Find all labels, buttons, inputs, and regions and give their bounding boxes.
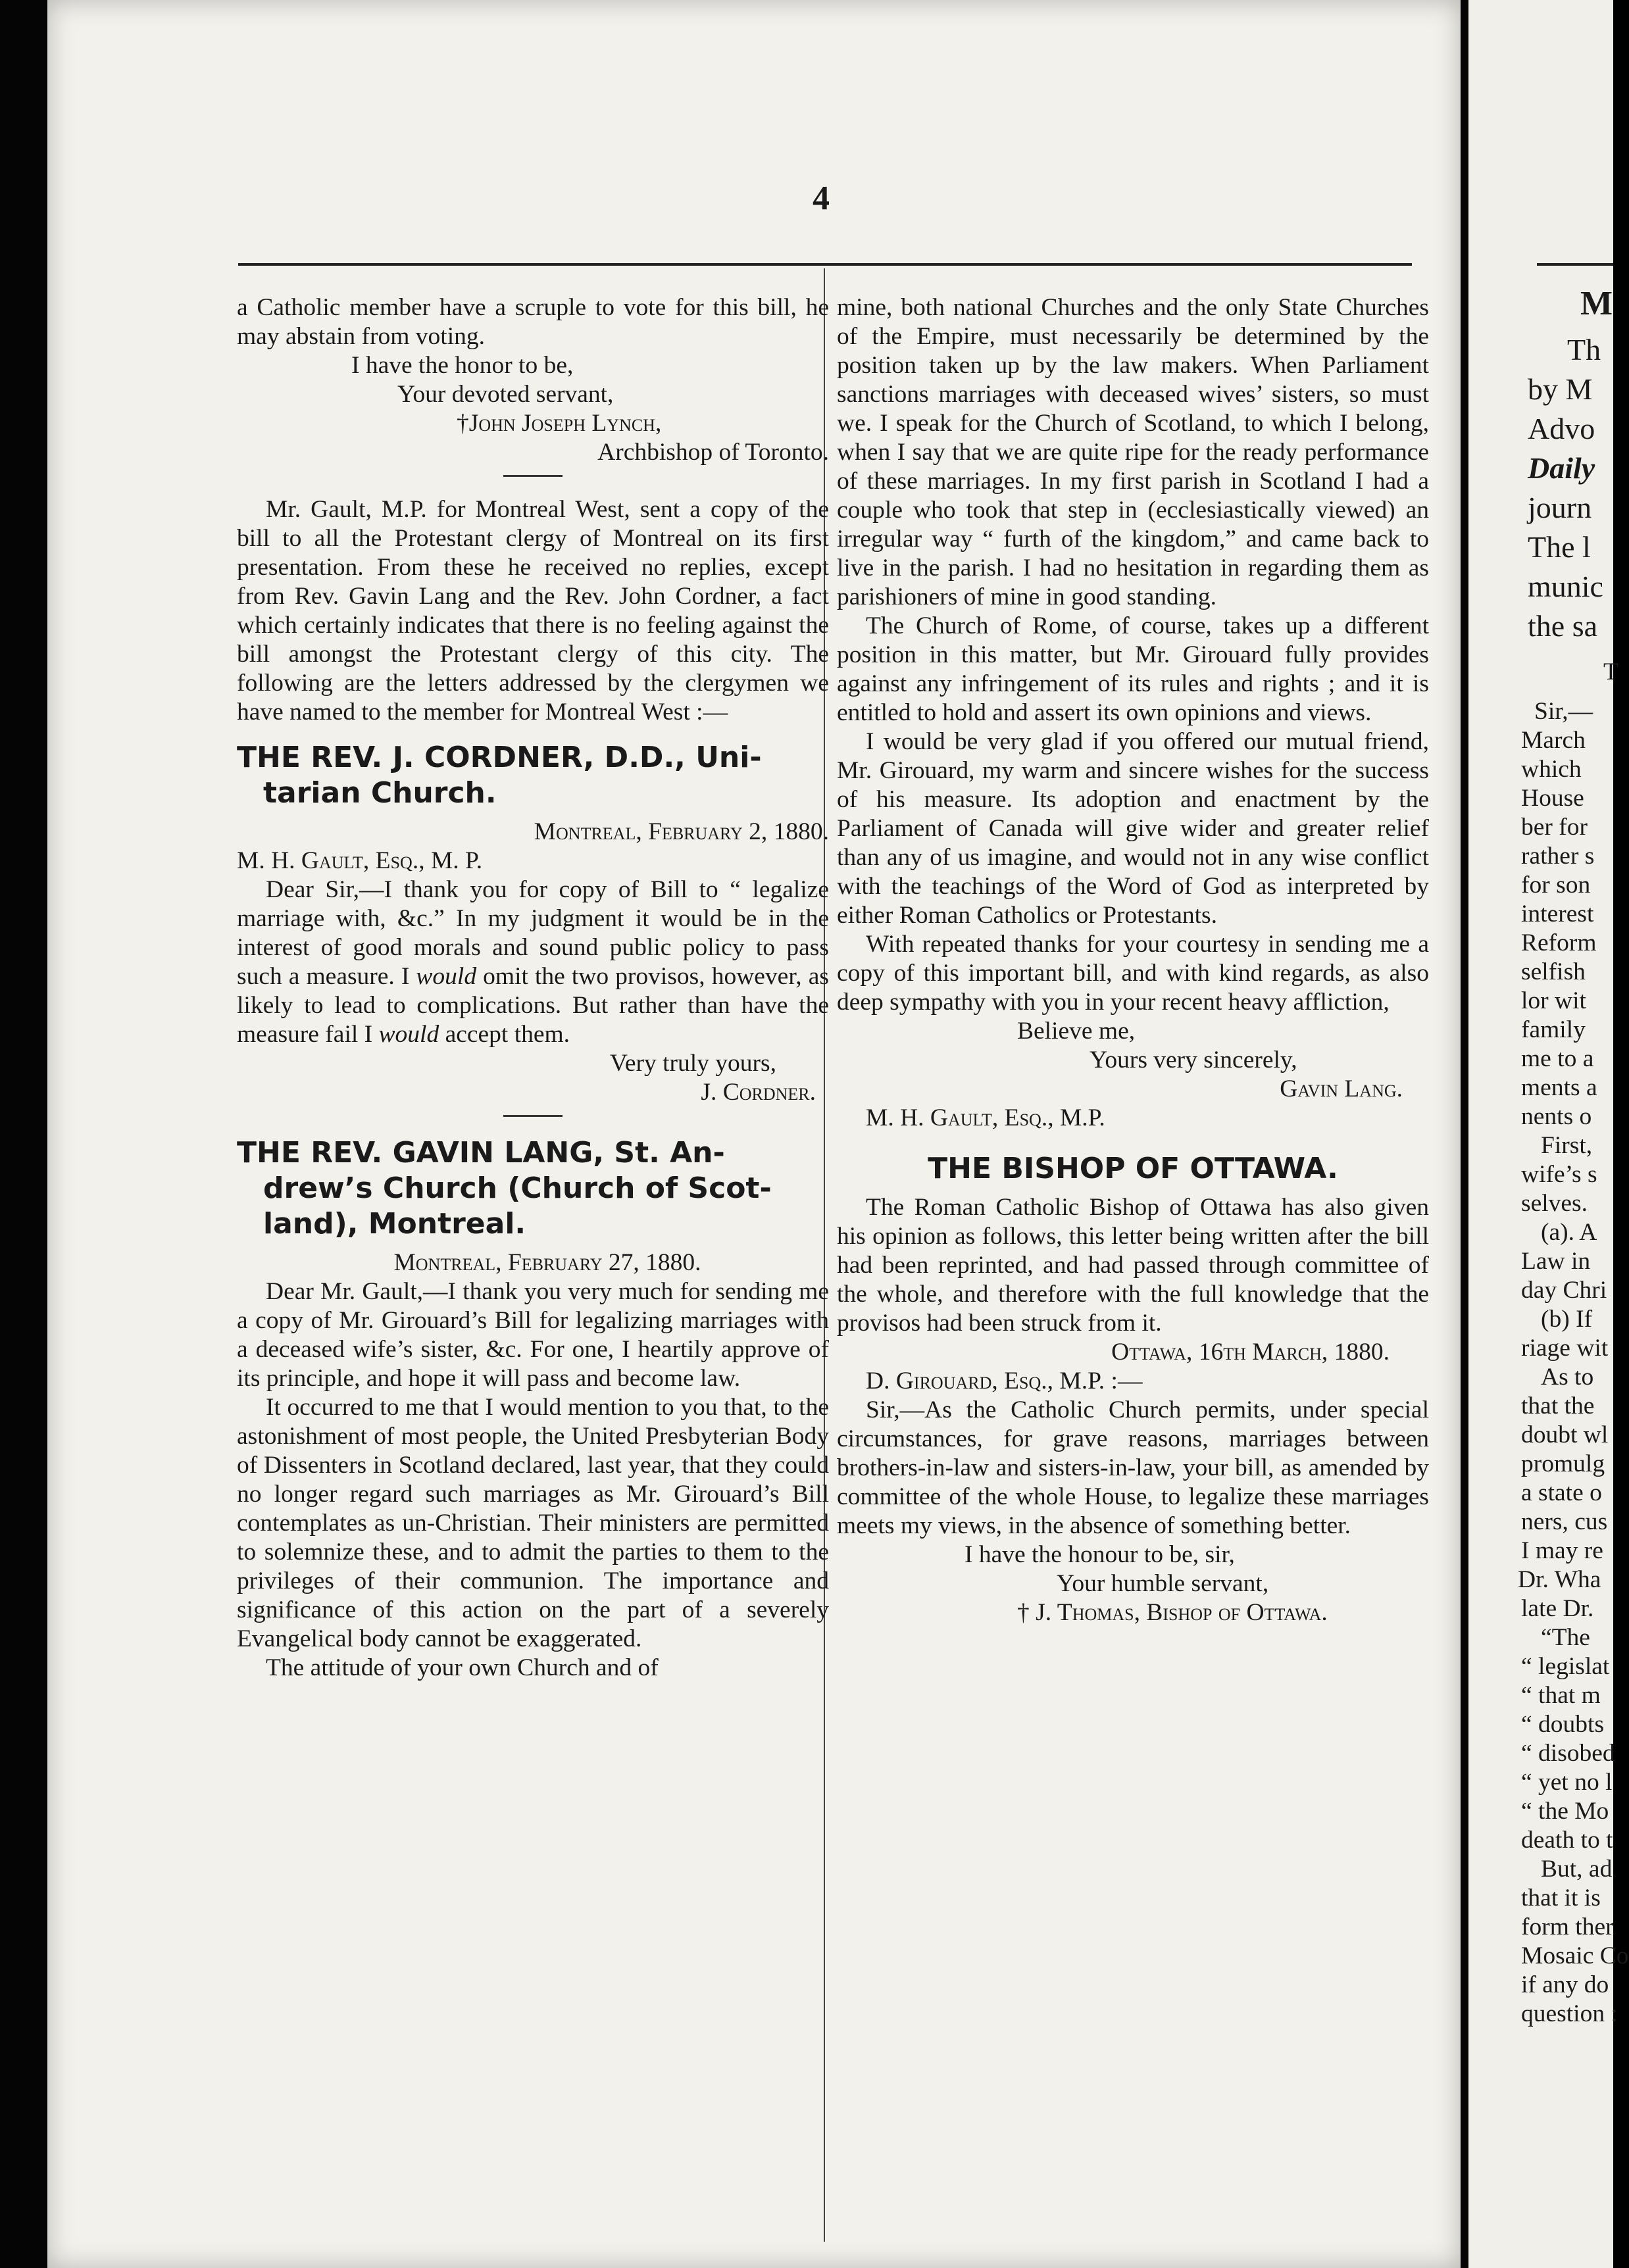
fragment-line: “ legislat xyxy=(1521,1653,1610,1680)
fragment-line: day Chri xyxy=(1521,1277,1607,1304)
cordner-body-part-3: accept them. xyxy=(439,1021,570,1048)
fragment-line: ber for xyxy=(1521,814,1588,841)
fragment-line: if any do xyxy=(1521,1971,1609,1998)
thanks-paragraph: With repeated thanks for your courtesy in sending me a copy of this important bill, and with kind regards, as also deep sympathy with you in your recent heavy affliction, xyxy=(837,931,1429,1016)
fragment-line: (b) If xyxy=(1541,1306,1593,1333)
lang-paragraph-3-start: The attitude of your own Church and of xyxy=(266,1654,659,1681)
fragment-line: a state o xyxy=(1521,1479,1602,1506)
ottawa-heading: THE BISHOP OF OTTAWA. xyxy=(928,1152,1338,1185)
lang-believe-me: Believe me, xyxy=(1017,1018,1136,1045)
cordner-heading-line-2: tarian Church. xyxy=(263,776,497,810)
fragment-line: House xyxy=(1521,785,1584,812)
fragment-line: T xyxy=(1603,658,1618,685)
fragment-line: late Dr. xyxy=(1521,1595,1594,1622)
fragment-line: “ that m xyxy=(1521,1682,1601,1709)
fragment-line: Mosaic Co xyxy=(1521,1942,1629,1969)
lynch-signature: †John Joseph Lynch, xyxy=(457,410,662,437)
fragment-line: (a). A xyxy=(1541,1219,1597,1246)
intro-paragraph: Mr. Gault, M.P. for Montreal West, sent a copy of the bill to all the Protestant clergy of Montreal on its first presentation. From these he received no replies, except from Rev. Gavin Lang and the Rev. John Cordner, a fact which certainly indicates that there is no feeling against the bill amongst the Protestant clergy of this city. The following are the letters addressed by the clergymen we have named to the member for Montreal West :— xyxy=(237,496,829,726)
cordner-signature: J. Cordner. xyxy=(701,1079,816,1106)
cordner-closing: Very truly yours, xyxy=(609,1050,776,1077)
fragment-line: “ yet no l xyxy=(1521,1769,1613,1796)
lynch-closing-1: I have the honor to be, xyxy=(351,352,574,379)
fragment-line: First, xyxy=(1541,1132,1593,1159)
section-divider xyxy=(503,1115,563,1117)
fragment-line: munic xyxy=(1528,570,1603,603)
page-number: 4 xyxy=(813,180,830,217)
facing-page-header-rule xyxy=(1537,263,1613,266)
cordner-body-emphasis-2: would xyxy=(378,1021,439,1048)
fragment-line: I may re xyxy=(1521,1537,1603,1564)
lang-heading-line-2: drew’s Church (Church of Scot- xyxy=(263,1171,772,1205)
fragment-line: interest xyxy=(1521,900,1594,927)
fragment-line: doubt wl xyxy=(1521,1421,1609,1448)
left-column xyxy=(237,293,829,1683)
lang-heading-line-1: THE REV. GAVIN LANG, St. An- xyxy=(237,1136,725,1170)
cordner-dateline: Montreal, February 2, 1880. xyxy=(534,818,829,845)
lang-paragraph-1: Dear Mr. Gault,—I thank you very much for sending me a copy of Mr. Girouard’s Bill for legalizing marriages with a deceased wife’s sister, &c. For one, I heartily approve of its principle, and hope it will pass and become law. xyxy=(237,1278,829,1392)
cordner-heading-line-1: THE REV. J. CORDNER, D.D., Uni- xyxy=(237,741,762,774)
fragment-line: “ the Mo xyxy=(1521,1798,1609,1825)
fragment-line: Reform xyxy=(1521,929,1597,956)
fragment-line: promulg xyxy=(1521,1450,1605,1477)
fragment-line: lor wit xyxy=(1521,987,1586,1014)
cordner-addressee: M. H. Gault, Esq., M. P. xyxy=(237,847,483,874)
fragment-line: nents o xyxy=(1521,1103,1592,1130)
lang-continued-paragraph: mine, both national Churches and the only State Churches of the Empire, must necessarily be determined by the position taken up by the law makers. When Parliament sanctions marriages with deceased wives’ sisters, so must we. I speak for the Church of Scotland, to which I belong, when I say that we are quite ripe for the ready performance of these marriages. In my first parish in Scotland I had a couple who took that step in (ecclesiastically viewed) an irregular way “ furth of the kingdom,” and came back to live in the parish. I had no hesitation in regarding them as parishioners of mine in good standing. xyxy=(837,294,1429,610)
fragment-line: ners, cus xyxy=(1521,1508,1608,1535)
fragment-line: me to a xyxy=(1521,1045,1594,1072)
fragment-line: for son xyxy=(1521,872,1591,899)
fragment-line: Advo xyxy=(1528,412,1595,445)
fragment-line: death to t xyxy=(1521,1827,1613,1854)
lang-paragraph-2: It occurred to me that I would mention to you that, to the astonishment of most people, the United Presbyterian Body of Dissenters in Scotland declared, last year, that they could no longer regard such marriages as Mr. Girouard’s Bill contemplates as un-Christian. Their ministers are permitted to solemnize these, and to admit the parties to them to the privileges of their communion. The importance and significance of this action on the part of a severely Evangelical body cannot be exaggerated. xyxy=(237,1394,829,1652)
lang-heading xyxy=(237,1135,829,1242)
church-of-rome-paragraph: The Church of Rome, of course, takes up a different position in this matter, but Mr. Girouard fully provides against any infringement of its rules and rights ; and it is entitled to hold and assert its own opinions and views. xyxy=(837,612,1429,726)
fragment-line: that it is xyxy=(1521,1885,1601,1911)
fragment-line: M xyxy=(1580,285,1613,322)
fragment-line: ments a xyxy=(1521,1074,1597,1101)
fragment-line: riage wit xyxy=(1521,1335,1609,1362)
fragment-line: form ther xyxy=(1521,1913,1614,1940)
fragment-line: wife’s s xyxy=(1521,1161,1597,1188)
fragment-line: by M xyxy=(1528,372,1593,406)
fragment-line: Daily xyxy=(1528,451,1595,485)
ottawa-closing-1: I have the honour to be, sir, xyxy=(965,1541,1235,1568)
cordner-heading xyxy=(237,740,829,811)
ottawa-closing-2: Your humble servant, xyxy=(1057,1570,1269,1597)
ottawa-letter-body: Sir,—As the Catholic Church permits, under special circumstances, for grave reasons, marriages between brothers-in-law and sisters-in-law, your bill, as amended by committee of the whole House, to legalize these marriages meets my views, in the absence of something better. xyxy=(837,1396,1429,1539)
fragment-line: “ doubts xyxy=(1521,1711,1605,1738)
lang-addressee: M. H. Gault, Esq., M.P. xyxy=(866,1104,1105,1131)
lang-dateline: Montreal, February 27, 1880. xyxy=(393,1249,701,1276)
section-divider xyxy=(503,475,563,477)
ottawa-dateline: Ottawa, 16th March, 1880. xyxy=(1111,1339,1390,1366)
fragment-line: selfish xyxy=(1521,958,1586,985)
fragment-line: Law in xyxy=(1521,1248,1591,1275)
lang-heading-line-3: land), Montreal. xyxy=(263,1207,526,1241)
lynch-closing-2: Your devoted servant, xyxy=(397,381,614,408)
fragment-line: that the xyxy=(1521,1393,1595,1419)
cordner-body-part-2: omit the two provisos, however, as likely to lead to complications. But rather than have the measure fail I xyxy=(237,963,829,1048)
fragment-line: Dr. Wha xyxy=(1518,1566,1601,1593)
fragment-line: “ disobed xyxy=(1521,1740,1615,1767)
facing-page-text-fragment xyxy=(1488,285,1629,2263)
glad-paragraph: I would be very glad if you offered our mutual friend, Mr. Girouard, my warm and sincere wishes for the success of his measure. Its adoption and enactment by the Parliament of Canada will give wider and greater relief than any of us imagine, and would not in any wise conflict with the teachings of the Word of God as interpreted by either Roman Catholics or Protestants. xyxy=(837,728,1429,929)
fragment-line: selves. xyxy=(1521,1190,1588,1217)
fragment-line: which xyxy=(1521,756,1582,783)
fragment-line: As to xyxy=(1541,1364,1594,1391)
ottawa-addressee: D. Girouard, Esq., M.P. :— xyxy=(866,1368,1143,1394)
ottawa-intro: The Roman Catholic Bishop of Ottawa has also given his opinion as follows, this letter being written after the bill had been reprinted, and had passed through committee of the whole, and therefore with the full knowledge that the provisos had been struck from it. xyxy=(837,1194,1429,1337)
middle-column xyxy=(837,293,1429,1627)
cordner-letter-body xyxy=(237,875,829,1049)
lynch-title: Archbishop of Toronto. xyxy=(597,439,829,466)
fragment-line: But, ad xyxy=(1541,1856,1613,1883)
lang-signature: Gavin Lang. xyxy=(1280,1075,1403,1102)
fragment-line: journ xyxy=(1528,491,1592,524)
lang-yours: Yours very sincerely, xyxy=(1090,1047,1297,1073)
fragment-line: Th xyxy=(1567,333,1601,366)
lynch-letter-end: a Catholic member have a scruple to vote for this bill, he may abstain from voting. xyxy=(237,294,829,350)
fragment-line: family xyxy=(1521,1016,1586,1043)
fragment-line: the sa xyxy=(1528,609,1598,643)
fragment-line: March xyxy=(1521,727,1586,754)
header-rule xyxy=(238,263,1412,266)
fragment-line: question : xyxy=(1521,2000,1618,2027)
fragment-line: The l xyxy=(1528,530,1591,564)
cordner-body-part-1: Dear Sir,—I thank you for copy of Bill to “ legalize marriage with, &c.” In my judgment it would be in the interest of good morals and sound public policy to pass such a measure. I xyxy=(237,876,829,990)
fragment-line: Sir,— xyxy=(1534,698,1593,725)
fragment-line: rather s xyxy=(1521,843,1595,870)
fragment-line: “The xyxy=(1541,1624,1590,1651)
cordner-body-emphasis-1: would xyxy=(416,963,477,990)
ottawa-signature: † J. Thomas, Bishop of Ottawa. xyxy=(1017,1599,1328,1626)
